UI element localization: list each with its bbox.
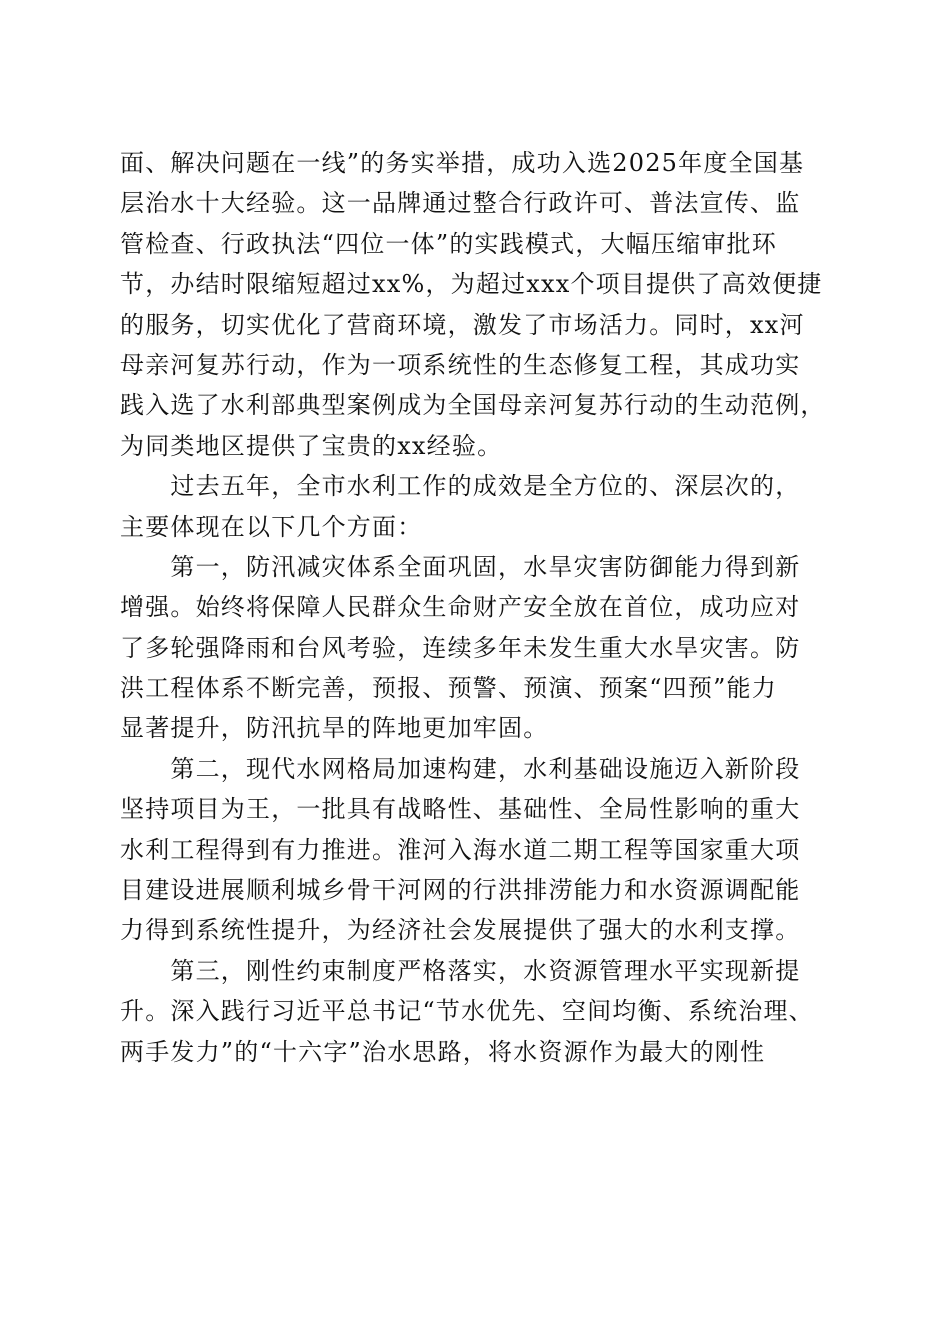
text-line: 洪工程体系不断完善，预报、预警、预演、预案“四预”能力 <box>120 674 777 703</box>
paragraph-first-line: 第三，刚性约束制度严格落实，水资源管理水平实现新提 <box>120 956 801 985</box>
paragraph-first-line: 第二，现代水网格局加速构建，水利基础设施迈入新阶段 <box>120 754 801 783</box>
text-line: 坚持项目为王，一批具有战略性、基础性、全局性影响的重大 <box>120 795 801 824</box>
text-line: 管检查、行政执法“四位一体”的实践模式，大幅压缩审批环 <box>120 229 777 258</box>
text-line: 为同类地区提供了宝贵的xx经验。 <box>120 431 503 460</box>
text-line: 两手发力”的“十六字”治水思路，将水资源作为最大的刚性 <box>120 1037 766 1066</box>
paragraph-first-line: 过去五年，全市水利工作的成效是全方位的、深层次的， <box>120 472 801 501</box>
text-line: 的服务，切实优化了营商环境，激发了市场活力。同时，xx河 <box>120 310 805 339</box>
text-line: 水利工程得到有力推进。淮河入海水道二期工程等国家重大项 <box>120 835 801 864</box>
text-line: 显著提升，防汛抗旱的阵地更加牢固。 <box>120 714 549 743</box>
text-line: 节，办结时限缩短超过xx%，为超过xxx个项目提供了高效便捷 <box>120 270 823 299</box>
text-line: 层治水十大经验。这一品牌通过整合行政许可、普法宣传、监 <box>120 189 801 218</box>
text-line: 主要体现在以下几个方面： <box>120 512 423 541</box>
text-line: 践入选了水利部典型案例成为全国母亲河复苏行动的生动范例， <box>120 391 826 420</box>
paragraph-first-line: 第一，防汛减灾体系全面巩固，水旱灾害防御能力得到新 <box>120 552 801 581</box>
text-line: 目建设进展顺利城乡骨干河网的行洪排涝能力和水资源调配能 <box>120 876 801 905</box>
text-line: 面、解决问题在一线”的务实举措，成功入选2025年度全国基 <box>120 149 805 177</box>
text-line: 力得到系统性提升，为经济社会发展提供了强大的水利支撑。 <box>120 916 801 945</box>
document-body <box>120 143 832 1072</box>
text-line: 了多轮强降雨和台风考验，连续多年未发生重大水旱灾害。防 <box>120 633 801 662</box>
text-line: 升。深入践行习近平总书记“节水优先、空间均衡、系统治理、 <box>120 997 814 1026</box>
text-line: 母亲河复苏行动，作为一项系统性的生态修复工程，其成功实 <box>120 350 801 379</box>
text-line: 增强。始终将保障人民群众生命财产安全放在首位，成功应对 <box>120 593 801 622</box>
